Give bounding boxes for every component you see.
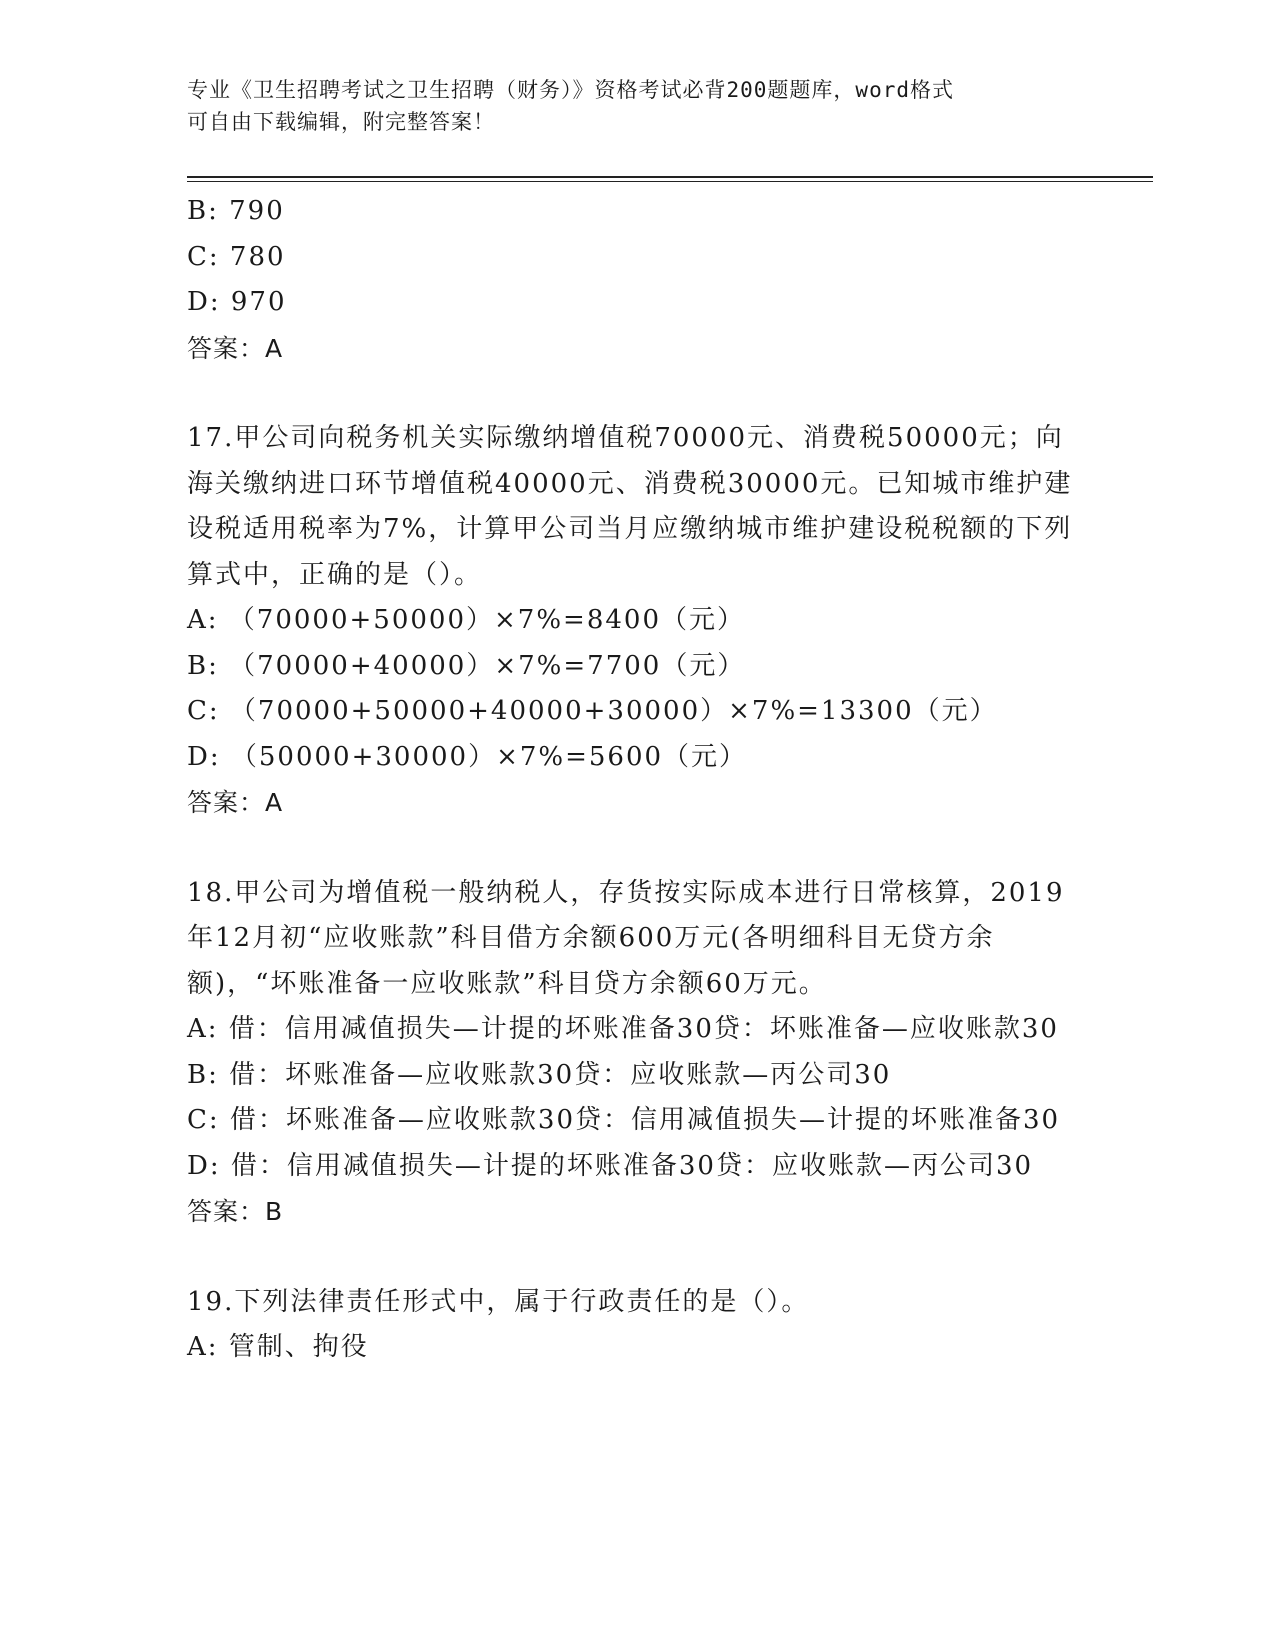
option-d: D: 970 <box>187 287 287 317</box>
question-16-tail <box>187 189 1077 371</box>
question-18 <box>187 871 1077 1235</box>
question-stem: 17.甲公司向税务机关实际缴纳增值税70000元、消费税50000元；向海关缴纳进口环节增值税40000元、消费税30000元。已知城市维护建设税适用税率为7%，计算甲公司当月应缴纳城市维护建设税税额的下列算式中，正确的是（）。 <box>187 423 1073 590</box>
question-stem: 19.下列法律责任形式中，属于行政责任的是（）。 <box>187 1286 810 1317</box>
option-c: C: 借：坏账准备—应收账款30贷：信用减值损失—计提的坏账准备30 <box>187 1105 1061 1135</box>
option-b: B: 790 <box>187 196 285 226</box>
document-body <box>187 189 1077 1371</box>
answer: 答案：A <box>187 333 284 363</box>
option-b: B: （70000+40000）×7%=7700（元） <box>187 650 746 681</box>
answer: 答案：A <box>187 788 284 817</box>
document-header <box>187 74 1067 138</box>
option-c: C: （70000+50000+40000+30000）×7%=13300（元） <box>187 696 998 726</box>
option-a: A: （70000+50000）×7%=8400（元） <box>187 605 745 635</box>
answer: 答案：B <box>187 1197 284 1226</box>
header-rule-thin <box>187 181 1153 182</box>
question-stem: 18.甲公司为增值税一般纳税人，存货按实际成本进行日常核算，2019年12月初“应收账款”科目借方余额600万元(各明细科目无贷方余额)，“坏账准备一应收账款”科目贷方余额60万元。 <box>187 877 1065 999</box>
option-a: A: 借：信用减值损失—计提的坏账准备30贷：坏账准备—应收账款30 <box>187 1014 1059 1044</box>
question-17 <box>187 416 1077 826</box>
question-19 <box>187 1280 1077 1371</box>
header-line-1: 专业《卫生招聘考试之卫生招聘（财务）》资格考试必背200题题库，word格式 <box>187 78 954 102</box>
option-d: D: 借：信用减值损失—计提的坏账准备30贷：应收账款—丙公司30 <box>187 1150 1034 1181</box>
header-line-2: 可自由下载编辑，附完整答案！ <box>187 110 495 134</box>
option-a: A: 管制、拘役 <box>187 1332 369 1362</box>
option-b: B: 借：坏账准备—应收账款30贷：应收账款—丙公司30 <box>187 1059 892 1090</box>
option-d: D: （50000+30000）×7%=5600（元） <box>187 741 748 772</box>
header-rule-thick <box>187 176 1153 178</box>
option-c: C: 780 <box>187 241 286 272</box>
